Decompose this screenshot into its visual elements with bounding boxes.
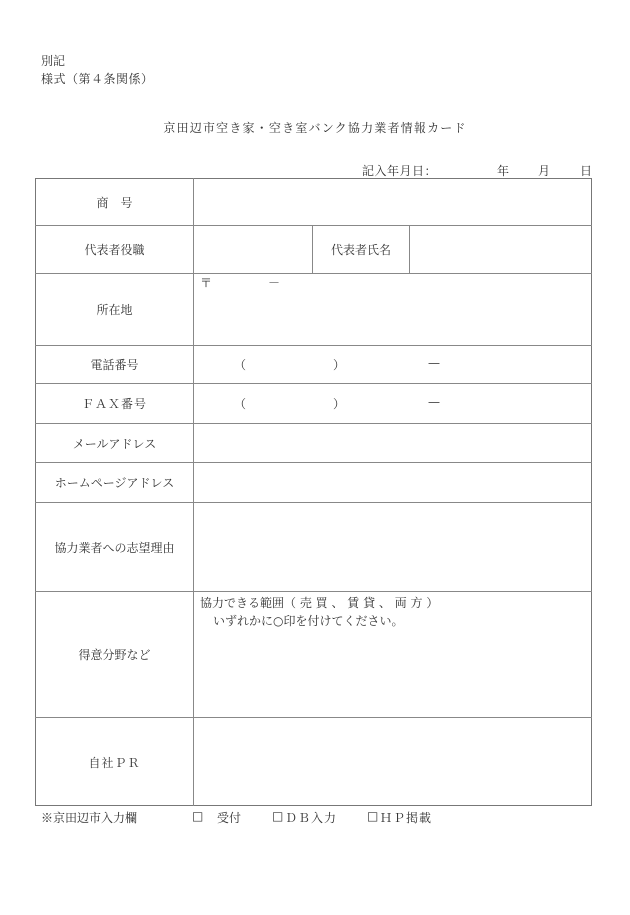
phone-open-paren: （ bbox=[234, 358, 247, 372]
company-pr-field[interactable] bbox=[194, 718, 591, 806]
date-month-label: 月 bbox=[538, 164, 551, 178]
label-motivation: 協力業者への志望理由 bbox=[54, 540, 175, 555]
reception-checkbox[interactable]: □ bbox=[192, 809, 204, 823]
label-trade-name: 商 号 bbox=[96, 195, 133, 210]
homepage-field[interactable] bbox=[194, 463, 591, 502]
phone-dash: — bbox=[428, 356, 440, 370]
date-day-label: 日 bbox=[580, 164, 593, 178]
fax-field[interactable] bbox=[194, 384, 591, 423]
postal-dash: － bbox=[268, 276, 281, 290]
phone-close-paren: ） bbox=[333, 358, 346, 372]
form-reference: 様式（第４条関係） bbox=[41, 72, 154, 86]
label-company-pr: 自社ＰＲ bbox=[88, 755, 141, 770]
db-input-label: ＤＢ入力 bbox=[285, 811, 338, 825]
label-address: 所在地 bbox=[96, 303, 133, 317]
page-title: 京田辺市空き家・空き室バンク協力業者情報カード bbox=[163, 121, 467, 135]
db-input-checkbox[interactable]: □ bbox=[272, 809, 284, 823]
representative-title-field[interactable] bbox=[194, 226, 312, 273]
label-homepage: ホームページアドレス bbox=[54, 476, 175, 490]
representative-name-field[interactable] bbox=[410, 226, 591, 273]
fax-open-paren: （ bbox=[234, 397, 247, 411]
fax-dash: — bbox=[428, 395, 440, 409]
label-phone: 電話番号 bbox=[90, 358, 139, 372]
cooperation-scope-text: 協力できる範囲（ 売 買 、 賃 貸 、 両 方 ） bbox=[200, 596, 439, 610]
postal-mark: 〒 bbox=[200, 276, 213, 290]
phone-field[interactable] bbox=[194, 346, 591, 383]
city-use-label: ※京田辺市入力欄 bbox=[41, 811, 138, 825]
hp-publish-checkbox[interactable]: □ bbox=[367, 809, 379, 823]
label-representative-title: 代表者役職 bbox=[84, 243, 145, 257]
date-label: 記入年月日： bbox=[362, 164, 438, 178]
date-year-label: 年 bbox=[497, 164, 510, 178]
trade-name-field[interactable] bbox=[194, 179, 591, 225]
label-representative-name: 代表者氏名 bbox=[330, 243, 391, 257]
label-email: メールアドレス bbox=[72, 436, 157, 451]
hp-publish-label: ＨＰ掲載 bbox=[380, 811, 433, 825]
motivation-field[interactable] bbox=[194, 503, 591, 591]
email-field[interactable] bbox=[194, 424, 591, 462]
address-field[interactable] bbox=[194, 274, 591, 345]
reception-label: 受付 bbox=[217, 811, 242, 825]
fax-close-paren: ） bbox=[333, 397, 346, 411]
appendix-note: 別記 bbox=[41, 54, 66, 68]
label-fax: ＦＡＸ番号 bbox=[81, 397, 147, 411]
cooperation-scope-instruction: いずれかに○印を付けてください。 bbox=[213, 614, 404, 628]
label-specialty: 得意分野など bbox=[78, 648, 151, 662]
